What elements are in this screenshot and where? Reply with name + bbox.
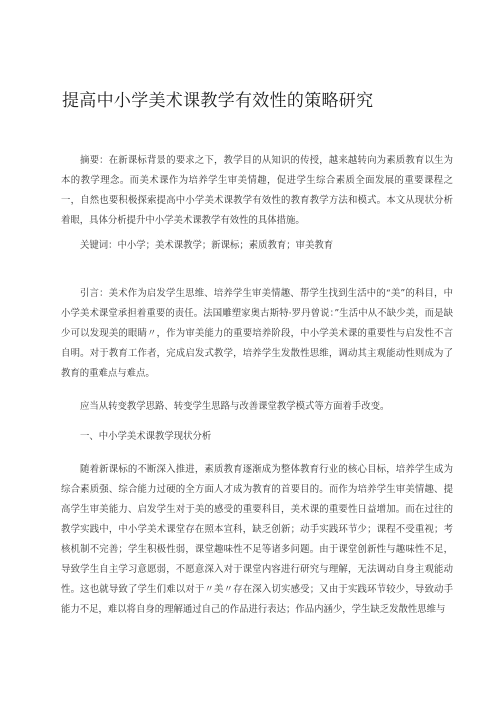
keywords-block	[61, 236, 453, 256]
intro-paragraph: 引言：美术作为启发学生思维、培养学生审美情趣、帮学生找到生活中的“美”的科目，中小学美术课堂承担着重要的责任。法国雕塑家奥古斯特·罗丹曾说：”生活中从不缺少美，而是缺少可以发现美的眼睛〃，作为审美能力的重要培养阶段，中小学美术课的重要性与启发性不言自明。对于教育工作者，完成启发式教学，培养学生发散性思维，调动其主观能动性则成为了教育的重难点与难点。	[61, 288, 453, 379]
section-heading: 一、中小学美术课教学现状分析	[80, 431, 212, 442]
paper-title: 提高中小学美术课教学有效性的策略研究	[62, 91, 374, 111]
approach-paragraph: 应当从转变教学思路、转变学生思路与改善课堂教学模式等方面着手改变。	[80, 401, 390, 412]
section-body-block	[61, 460, 453, 620]
abstract-block	[61, 151, 453, 231]
intro-block	[61, 284, 453, 384]
approach-block	[61, 397, 453, 417]
abstract-paragraph: 摘要：在新课标背景的要求之下，教学目的从知识的传授，越来越转向为素质教育以生为本的教学理念。而美术课作为培养学生审美情趣，促进学生综合素质全面发展的重要课程之一，自然也要积极探索提高中小学美术课教学有效性的教育教学方法和模式。本文从现状分析着眼，具体分析提升中小学美术课教学有效性的具体措施。	[61, 155, 453, 226]
section-heading-block	[61, 427, 453, 447]
keywords-paragraph: 关键词：中小学；美术课教学；新课标；素质教育；审美教育	[80, 240, 334, 251]
section-paragraph: 随着新课标的不断深入推进，素质教育逐渐成为整体教育行业的核心目标，培养学生成为综合素质强、综合能力过硬的全方面人才成为教育的首要目的。而作为培养学生审美情趣、提高学生审美能力、启发学生对于美的感受的重要科目，美术课的重要性日益增加。而在过往的教学实践中，中小学美术课堂存在照本宣科，缺乏创新；动手实践环节少；课程不受重视；考核机制不完善；学生积极性弱，课堂趣味性不足等诸多问题。由于课堂创新性与趣味性不足，导致学生自主学习意愿弱，不愿意深入对于课堂内容进行研究与理解，无法调动自身主观能动性。这也就导致了学生们难以对于〃美〃存在深入切实感受；又由于实践环节较少，导致动手能力不足，难以将自身的理解通过自己的作品进行表达；作品内涵少，学生缺乏发散性思维与	[61, 464, 453, 615]
